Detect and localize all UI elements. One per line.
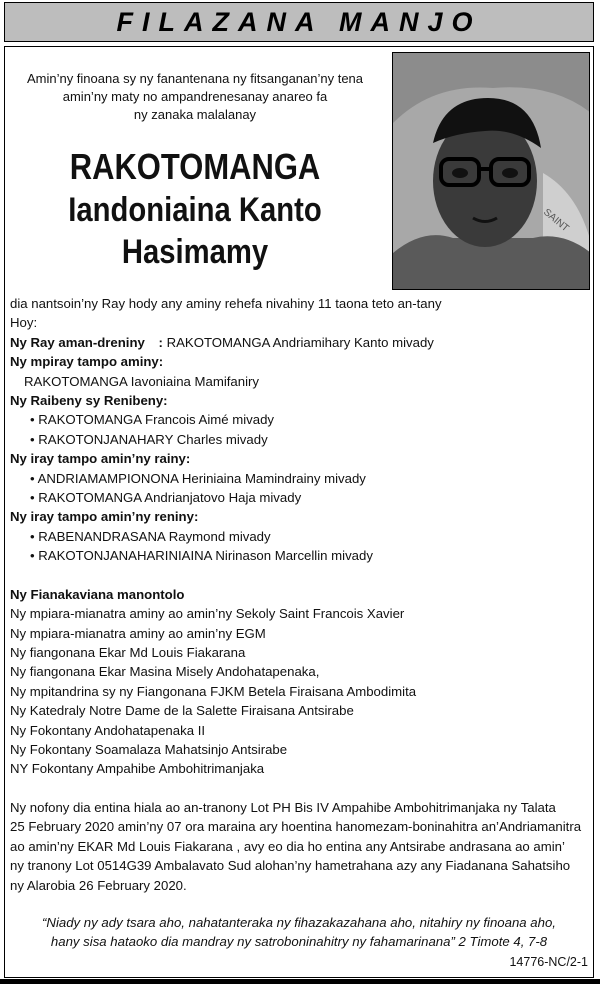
families-label: Ny Fianakaviana manontolo [10, 586, 185, 602]
list-item: • RAKOTONJANAHARY Charles mivady [30, 431, 268, 447]
list-item: Ny Fokontany Andohatapenaka II [10, 722, 206, 738]
portrait-illustration [393, 53, 590, 290]
quote-line: hany sisa hataoko dia mandray ny satroboninahitry ny fahamarinana” 2 Timote 4, 7-8 [50, 934, 548, 949]
portrait-photo [392, 52, 590, 290]
list-item-text: RAKOTONJANAHARY Charles mivady [38, 431, 268, 447]
list-item: Ny fiangonana Ekar Masina Misely Andohatapenaka, [10, 664, 320, 680]
list-item: Ny mpiara-mianatra aminy ao amin’ny EGM [10, 625, 266, 641]
intro-text [10, 70, 380, 124]
list-item: Ny mpitandrina sy ny Fiangonana FJKM Betela Firaisana Ambodimita [10, 683, 417, 699]
parents-colon: : [158, 334, 163, 350]
intro-line: Amin’ny finoana sy ny fanantenana ny fitsanganan’ny tena [26, 71, 364, 86]
list-item: Ny fiangonana Ekar Md Louis Fiakarana [10, 644, 246, 660]
list-item-text: RAKOTONJANAHARINIAINA Nirinason Marcellin mivady [38, 548, 373, 564]
notice-title: FILAZANA MANJO [116, 6, 482, 37]
list-item: • RAKOTOMANGA Andrianjatovo Haja mivady [30, 490, 302, 506]
intro-line: amin’ny maty no ampandrenesanay anareo fa [62, 89, 328, 104]
funeral-line: 25 February 2020 amin’ny 07 ora maraina ary hoentina hanomezam-boninahitra an’Andriamanitra [10, 819, 582, 835]
mother-siblings-label: Ny iray tampo amin’ny reniny: [10, 509, 199, 525]
list-item: • ANDRIAMAMPIONONA Heriniaina Mamindrainy mivady [30, 470, 366, 486]
list-item: • RABENANDRASANA Raymond mivady [30, 528, 271, 544]
list-item: • RAKOTOMANGA Francois Aimé mivady [30, 412, 275, 428]
sibling-label: Ny mpiray tampo aminy: [10, 354, 164, 370]
list-item: Ny Fokontany Soamalaza Mahatsinjo Antsirabe [10, 741, 288, 757]
deceased-given-name-2: Hasimamy [121, 233, 269, 271]
quote-line: “Niady ny ady tsara aho, nahatanteraka ny fihazakazahana aho, nitahiry ny finoana aho, [42, 915, 556, 930]
intro-line: ny zanaka malalanay [133, 107, 257, 122]
list-item-text: RAKOTOMANGA Francois Aimé mivady [38, 412, 275, 428]
svg-text:SAINT: SAINT [541, 206, 571, 235]
father-siblings-label: Ny iray tampo amin’ny rainy: [10, 451, 191, 467]
parents-label: Ny Ray aman-dreniny [10, 334, 145, 350]
list-item: Ny mpiara-mianatra aminy ao amin’ny Sekoly Saint Francois Xavier [10, 606, 405, 622]
parents-row [10, 333, 588, 352]
notice-body [10, 294, 588, 779]
death-notice-line: dia nantsoin’ny Ray hody any aminy rehefa nivahiny 11 taona teto an-tany [10, 296, 442, 311]
sibling-name: RAKOTOMANGA Iavoniaina Mamifaniry [24, 373, 260, 389]
funeral-line: ny Alarobia 26 February 2020. [10, 877, 187, 893]
deceased-surname: RAKOTOMANGA [69, 146, 321, 187]
list-item-text: RAKOTOMANGA Andrianjatovo Haja mivady [38, 490, 302, 506]
header-banner [4, 2, 594, 42]
funeral-line: ny tranony Lot 0514G39 Ambalavato Sud alohan’ny hametrahana azy any Fiadanana Sahatsiho [10, 858, 571, 874]
parents-value: RAKOTOMANGA Andriamihary Kanto mivady [166, 334, 434, 350]
list-item: NY Fokontany Ampahibe Ambohitrimanjaka [10, 761, 265, 777]
deceased-given-name-1: Iandoniaina Kanto [68, 191, 322, 229]
bottom-border [0, 979, 600, 984]
death-notice-line: Hoy: [10, 315, 38, 331]
funeral-details [10, 798, 588, 895]
list-item: Ny Katedraly Notre Dame de la Salette Firaisana Antsirabe [10, 703, 354, 719]
funeral-line: Ny nofony dia entina hiala ao an-tranony Lot PH Bis IV Ampahibe Ambohitrimanjaka ny Talata [10, 800, 556, 815]
bible-quote [10, 913, 588, 951]
grandparents-label: Ny Raibeny sy Renibeny: [10, 393, 168, 409]
list-item: • RAKOTONJANAHARINIAINA Nirinason Marcellin mivady [30, 548, 373, 564]
reference-number: 14776-NC/2-1 [509, 955, 588, 969]
list-item-text: RABENANDRASANA Raymond mivady [38, 528, 271, 544]
list-item-text: ANDRIAMAMPIONONA Heriniaina Mamindrainy mivady [37, 470, 366, 486]
funeral-line: ao amin’ny EKAR Md Louis Fiakarana , avy eo dia ho entina any Antsirabe andrasana ao amin’ [10, 838, 565, 854]
